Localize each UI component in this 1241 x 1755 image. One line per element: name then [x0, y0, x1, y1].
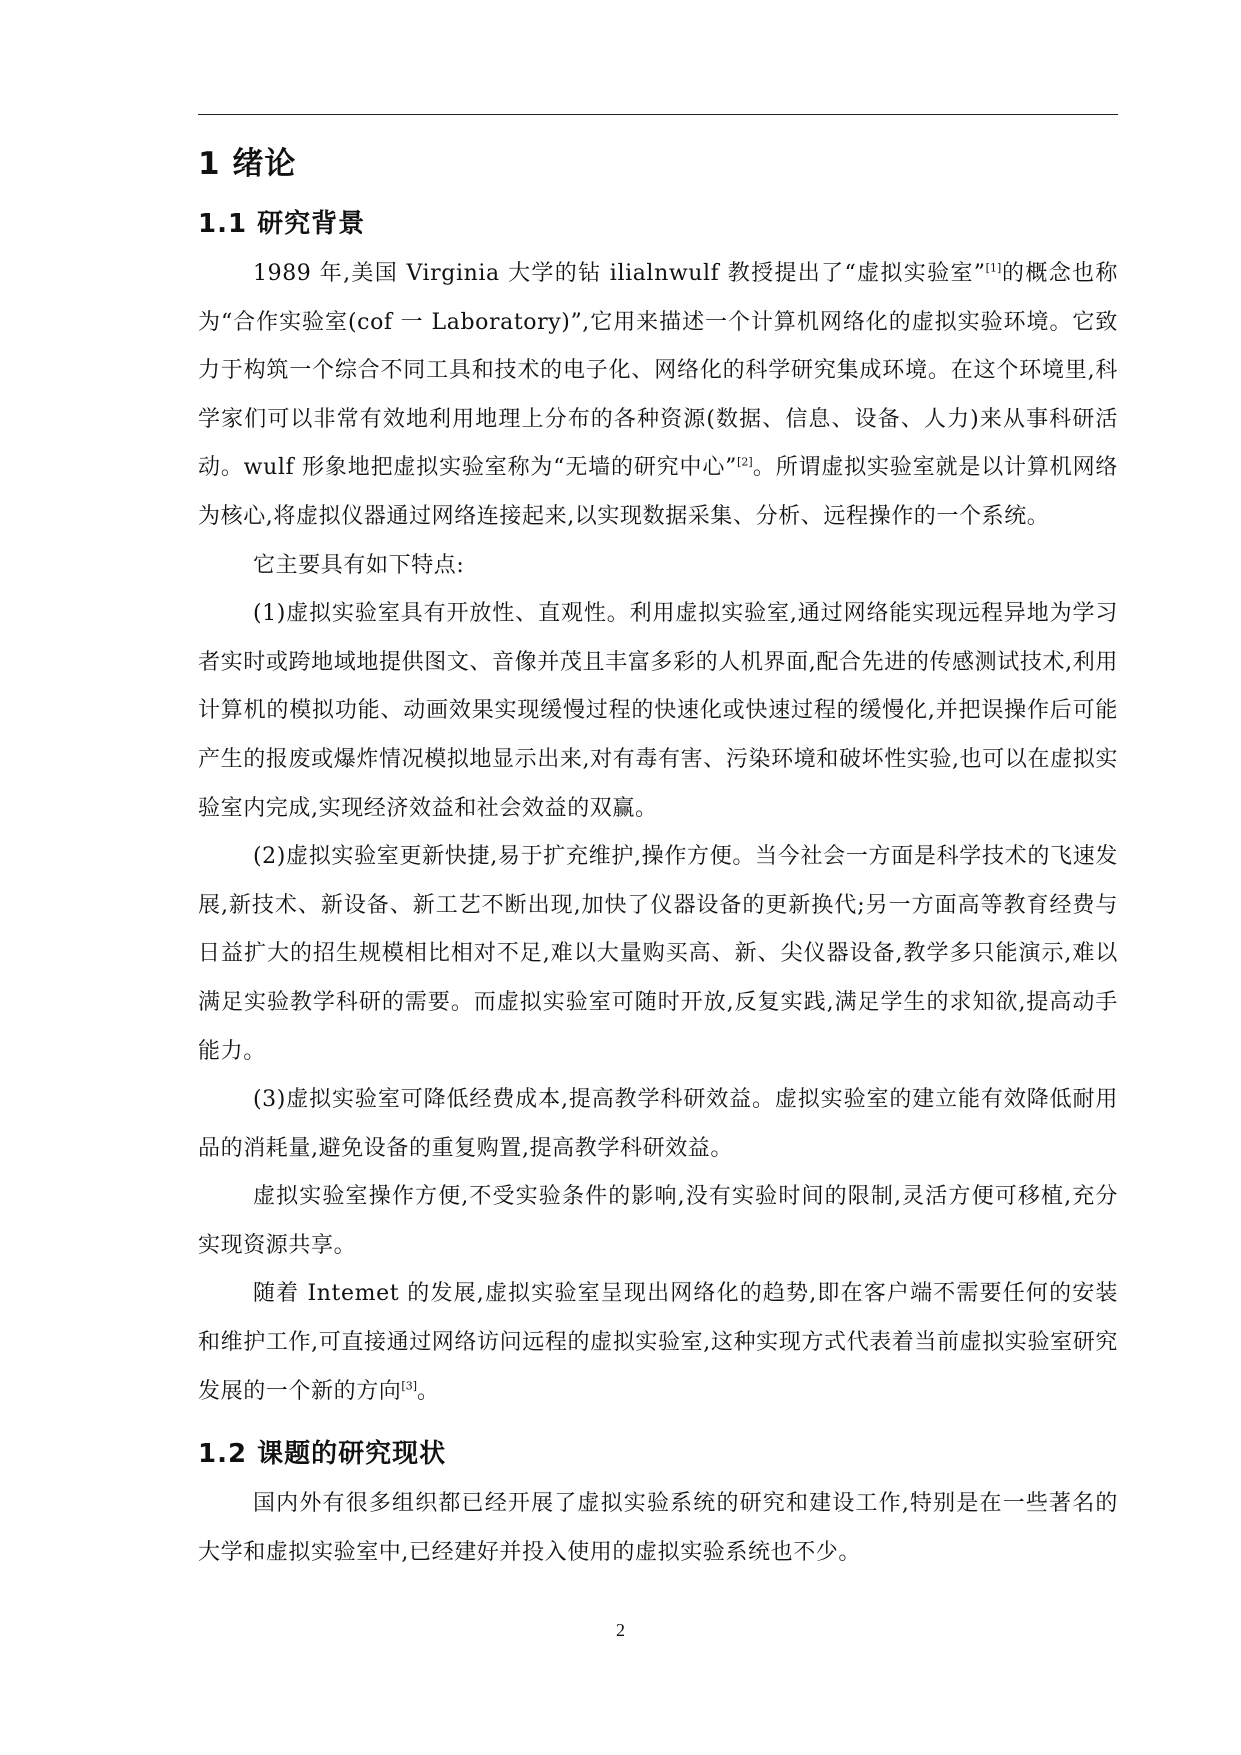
chapter-title: 1 绪论 — [198, 146, 297, 182]
paragraph-virtual-lab-concept — [198, 250, 1118, 542]
reference-mark: [3] — [401, 1379, 417, 1393]
header-rule — [198, 114, 1118, 115]
paragraph-feature-1: (1)虚拟实验室具有开放性、直观性。利用虚拟实验室,通过网络能实现远程异地为学习者实时或跨地域地提供图文、音像并茂且丰富多彩的人机界面,配合先进的传感测试技术,利用计算机的模拟功能、动画效果实现缓慢过程的快速化或快速过程的缓慢化,并把误操作后可能产生的报废或爆炸情况模拟地显示出来,对有毒有害、污染环境和破坏性实验,也可以在虚拟实验室内完成,实现经济效益和社会效益的双赢。 — [198, 601, 1118, 821]
section-title-background: 1.1 研究背景 — [198, 209, 366, 239]
section-title-research-status: 1.2 课题的研究现状 — [198, 1439, 447, 1470]
paragraph-internet-trend — [198, 1270, 1118, 1416]
reference-mark: [2] — [737, 456, 753, 470]
paragraph-feature-3: (3)虚拟实验室可降低经费成本,提高教学科研效益。虚拟实验室的建立能有效降低耐用品的消耗量,避免设备的重复购置,提高教学科研效益。 — [198, 1087, 1118, 1161]
paragraph-text: 。所谓虚拟实验室就是以计算机网络为核心,将虚拟仪器通过网络连接起来,以实现数据采集、分析、远程操作的一个系统。 — [198, 455, 1118, 529]
paragraph-features-intro: 它主要具有如下特点: — [253, 552, 465, 578]
paragraph-text: 的概念也称为“合作实验室(cof 一 Laboratory)”,它用来描述一个计算机网络化的虚拟实验环境。它致力于构筑一个综合不同工具和技术的电子化、网络化的科学研究集成环境。在这个环境里,科学家们可以非常有效地利用地理上分布的各种资源(数据、信息、设备、人力)来从事科研活动。wulf 形象地把虚拟实验室称为“无墙的研究中心” — [198, 261, 1118, 481]
page-content — [198, 138, 1118, 1577]
paragraph-text: 。 — [417, 1378, 440, 1404]
page-number: 2 — [616, 1620, 625, 1640]
paragraph-text: 随着 Intemet 的发展,虚拟实验室呈现出网络化的趋势,即在客户端不需要任何的安装和维护工作,可直接通过网络访问远程的虚拟实验室,这种实现方式代表着当前虚拟实验室研究发展的一个新的方向 — [198, 1281, 1118, 1404]
paragraph-research-status: 国内外有很多组织都已经开展了虚拟实验系统的研究和建设工作,特别是在一些著名的大学和虚拟实验室中,已经建好并投入使用的虚拟实验系统也不少。 — [198, 1491, 1118, 1565]
paragraph-convenience: 虚拟实验室操作方便,不受实验条件的影响,没有实验时间的限制,灵活方便可移植,充分实现资源共享。 — [198, 1184, 1118, 1258]
paragraph-feature-2: (2)虚拟实验室更新快捷,易于扩充维护,操作方便。当今社会一方面是科学技术的飞速发展,新技术、新设备、新工艺不断出现,加快了仪器设备的更新换代;另一方面高等教育经费与日益扩大的招生规模相比相对不足,难以大量购买高、新、尖仪器设备,教学多只能演示,难以满足实验教学科研的需要。而虚拟实验室可随时开放,反复实践,满足学生的求知欲,提高动手能力。 — [198, 844, 1118, 1064]
paragraph-text: 1989 年,美国 Virginia 大学的钻 ilialnwulf 教授提出了“虚拟实验室” — [253, 261, 986, 286]
reference-mark: [1] — [985, 261, 1002, 275]
